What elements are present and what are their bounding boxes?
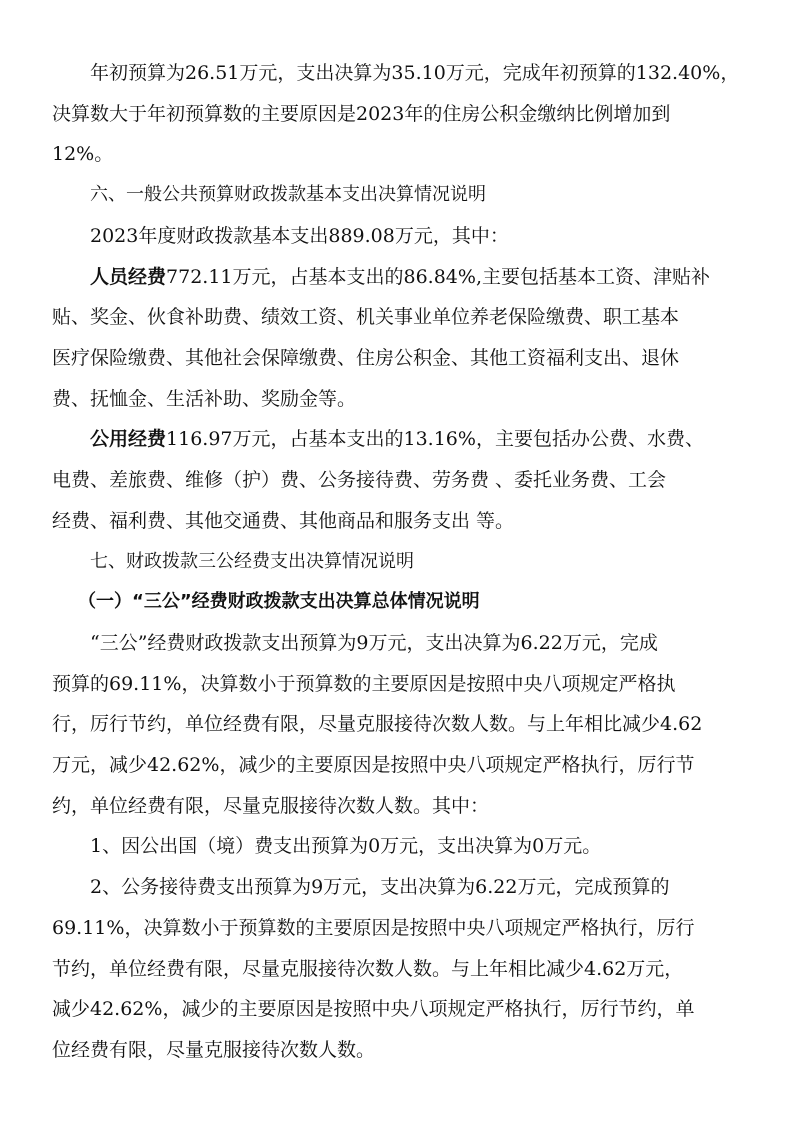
paragraph-line: 预算的69.11%，决算数小于预算数的主要原因是按照中央八项规定严格执 — [52, 673, 676, 695]
paragraph-line: 决算数大于年初预算数的主要原因是2023年的住房公积金缴纳比例增加到 — [52, 103, 671, 125]
personnel-text: 772.11万元，占基本支出的86.84%,主要包括基本工资、津贴补 — [166, 266, 710, 288]
paragraph-line: 医疗保险缴费、其他社会保障缴费、住房公积金、其他工资福利支出、退休 — [52, 347, 680, 369]
list-item: 1、因公出国（境）费支出预算为0万元，支出决算为0万元。 — [90, 835, 602, 857]
paragraph-line — [90, 419, 742, 459]
paragraph-line — [90, 257, 742, 297]
personnel-term: 人员经费 — [90, 266, 167, 288]
paragraph-line: 约，单位经费有限，尽量克服接待次数人数。其中： — [52, 795, 490, 817]
paragraph-line: 经费、福利费、其他交通费、其他商品和服务支出 等。 — [52, 510, 515, 532]
paragraph-line: 2023年度财政拨款基本支出889.08万元，其中： — [90, 225, 509, 247]
paragraph-line: 年初预算为26.51万元，支出决算为35.10万元，完成年初预算的132.40%， — [90, 62, 740, 84]
paragraph-line: 行，厉行节约，单位经费有限，尽量克服接待次数人数。与上年相比减少4.62 — [52, 713, 703, 735]
paragraph-line: 减少42.62%，减少的主要原因是按照中央八项规定严格执行，厉行节约，单 — [52, 998, 695, 1020]
subsection-heading: （一）“三公”经费财政拨款支出决算总体情况说明 — [78, 591, 480, 612]
paragraph-line: “三公”经费财政拨款支出预算为9万元，支出决算为6.22万元，完成 — [90, 632, 658, 654]
public-term: 公用经费 — [90, 428, 167, 450]
paragraph-line: 位经费有限，尽量克服接待次数人数。 — [52, 1039, 376, 1061]
section-heading: 六、一般公共预算财政拨款基本支出决算情况说明 — [90, 184, 486, 205]
paragraph-line: 节约，单位经费有限，尽量克服接待次数人数。与上年相比减少4.62万元， — [52, 958, 684, 980]
paragraph-line: 电费、差旅费、维修（护）费、公务接待费、劳务费 、委托业务费、工会 — [52, 469, 667, 491]
public-text: 116.97万元，占基本支出的13.16%，主要包括办公费、水费、 — [166, 428, 704, 450]
paragraph-line: 贴、奖金、伙食补助费、绩效工资、机关事业单位养老保险缴费、职工基本 — [52, 306, 680, 328]
paragraph-line: 费、抚恤金、生活补助、奖励金等。 — [52, 388, 357, 410]
list-item: 2、公务接待费支出预算为9万元，支出决算为6.22万元，完成预算的 — [90, 876, 670, 898]
paragraph-line: 12%。 — [52, 143, 114, 165]
section-heading: 七、财政拨款三公经费支出决算情况说明 — [90, 551, 414, 572]
paragraph-line: 万元，减少42.62%，减少的主要原因是按照中央八项规定严格执行，厉行节 — [52, 754, 695, 776]
paragraph-line: 69.11%，决算数小于预算数的主要原因是按照中央八项规定严格执行，厉行 — [52, 917, 695, 939]
